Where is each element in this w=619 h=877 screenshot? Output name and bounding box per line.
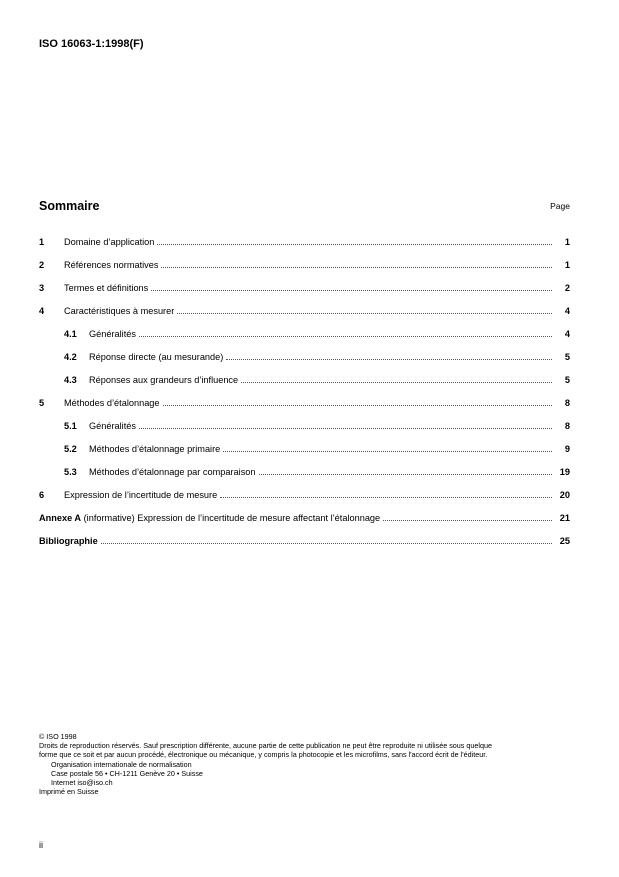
document-id: ISO 16063-1:1998(F) — [39, 38, 144, 50]
toc-entry-page: 5 — [564, 352, 570, 363]
rights-text-line-2: forme que ce soit et par aucun procédé, électronique ou mécanique, y compris la photocopie et les microfilms, sans l'accord écrit de l'éditeur. — [39, 750, 488, 760]
toc-entry-page: 1 — [564, 237, 570, 248]
toc-entry-page: 20 — [559, 490, 570, 501]
toc-entry-label: Généralités — [89, 329, 136, 340]
toc-entry-page: 19 — [559, 467, 570, 478]
toc-entry-page: 5 — [564, 375, 570, 386]
toc-entry-1[interactable] — [39, 235, 570, 258]
toc-leader-dots — [139, 327, 552, 337]
toc-entry-number: 5.3 — [64, 467, 77, 478]
toc-entry-number: 6 — [39, 490, 45, 501]
toc-entry-number: 3 — [39, 283, 45, 294]
toc-entry-page: 25 — [559, 536, 570, 547]
toc-leader-dots — [139, 419, 552, 429]
toc-leader-dots — [101, 534, 552, 544]
toc-entry-page: 4 — [564, 306, 570, 317]
toc-entry-page: 9 — [564, 444, 570, 455]
toc-bibliography-entry — [39, 536, 98, 546]
toc-entry-number: 5.2 — [64, 444, 77, 455]
toc-entry-label: Méthodes d’étalonnage primaire — [89, 444, 221, 455]
toc-entry-page: 4 — [564, 329, 570, 340]
toc-entry-label: Réponses aux grandeurs d’influence — [89, 375, 239, 386]
toc-leader-dots — [241, 373, 552, 383]
toc-entry-label: Méthodes d’étalonnage — [64, 398, 160, 409]
table-of-contents — [39, 235, 570, 557]
toc-page-column-label: Page — [550, 201, 570, 211]
toc-entry-label: Réponse directe (au mesurande) — [89, 352, 224, 363]
copyright-notice — [39, 732, 579, 796]
copyright-line: © ISO 1998 — [39, 732, 77, 741]
toc-entry-label: Expression de l’incertitude de mesure — [64, 490, 218, 501]
toc-entry-page: 2 — [564, 283, 570, 294]
toc-leader-dots — [220, 488, 552, 498]
publisher-address: Case postale 56 • CH-1211 Genève 20 • Suisse — [51, 768, 203, 778]
toc-leader-dots — [157, 235, 552, 245]
toc-entry-6[interactable] — [39, 488, 570, 511]
toc-bibliography-label: Bibliographie — [39, 536, 98, 547]
toc-entry-5[interactable] — [39, 396, 570, 419]
toc-entry-4-2[interactable] — [39, 350, 570, 373]
toc-entry-label: Méthodes d’étalonnage par comparaison — [89, 467, 256, 478]
toc-entry-number: 4.3 — [64, 375, 77, 386]
toc-annex-label: (informative) Expression de l’incertitude de mesure affectant l’étalonnage — [83, 513, 381, 524]
toc-annex-prefix: Annexe A — [39, 513, 82, 524]
toc-entry-5-3[interactable] — [39, 465, 570, 488]
publisher-name: Organisation internationale de normalisation — [51, 759, 192, 769]
toc-leader-dots — [259, 465, 552, 475]
rights-text-line-1: Droits de reproduction réservés. Sauf prescription différente, aucune partie de cette publication ne peut être reproduite ni utilisée sous quelque — [39, 741, 492, 751]
toc-entry-2[interactable] — [39, 258, 570, 281]
toc-leader-dots — [177, 304, 552, 314]
toc-title: Sommaire — [39, 199, 100, 213]
toc-entry-number: 4.2 — [64, 352, 77, 363]
printed-in: Imprimé en Suisse — [39, 787, 99, 797]
toc-leader-dots — [223, 442, 552, 452]
toc-entry-number: 5.1 — [64, 421, 77, 432]
toc-entry-page: 8 — [564, 421, 570, 432]
toc-leader-dots — [163, 396, 552, 406]
toc-entry-3[interactable] — [39, 281, 570, 304]
toc-annex-entry — [39, 513, 380, 523]
toc-entry-label: Caractéristiques à mesurer — [64, 306, 175, 317]
toc-entry-page: 8 — [564, 398, 570, 409]
toc-leader-dots — [226, 350, 552, 360]
toc-entry-5-1[interactable] — [39, 419, 570, 442]
toc-entry-number: 1 — [39, 237, 45, 248]
toc-entry-label: Références normatives — [64, 260, 159, 271]
toc-entry-number: 4.1 — [64, 329, 77, 340]
publisher-internet: Internet iso@iso.ch — [51, 778, 113, 788]
toc-entry-page: 1 — [564, 260, 570, 271]
toc-entry-label: Généralités — [89, 421, 136, 432]
toc-entry-number: 5 — [39, 398, 45, 409]
toc-entry-number: 2 — [39, 260, 45, 271]
toc-entry-4[interactable] — [39, 304, 570, 327]
toc-entry-label: Termes et définitions — [64, 283, 149, 294]
toc-entry-page: 21 — [559, 513, 570, 524]
toc-entry-4-3[interactable] — [39, 373, 570, 396]
toc-leader-dots — [151, 281, 552, 291]
toc-entry-5-2[interactable] — [39, 442, 570, 465]
toc-entry-annex-a[interactable] — [39, 511, 570, 534]
page-number: ii — [39, 840, 43, 850]
toc-entry-label: Domaine d’application — [64, 237, 155, 248]
toc-leader-dots — [161, 258, 552, 268]
toc-entry-number: 4 — [39, 306, 45, 317]
toc-entry-bibliography[interactable] — [39, 534, 570, 557]
toc-leader-dots — [383, 511, 552, 521]
toc-entry-4-1[interactable] — [39, 327, 570, 350]
